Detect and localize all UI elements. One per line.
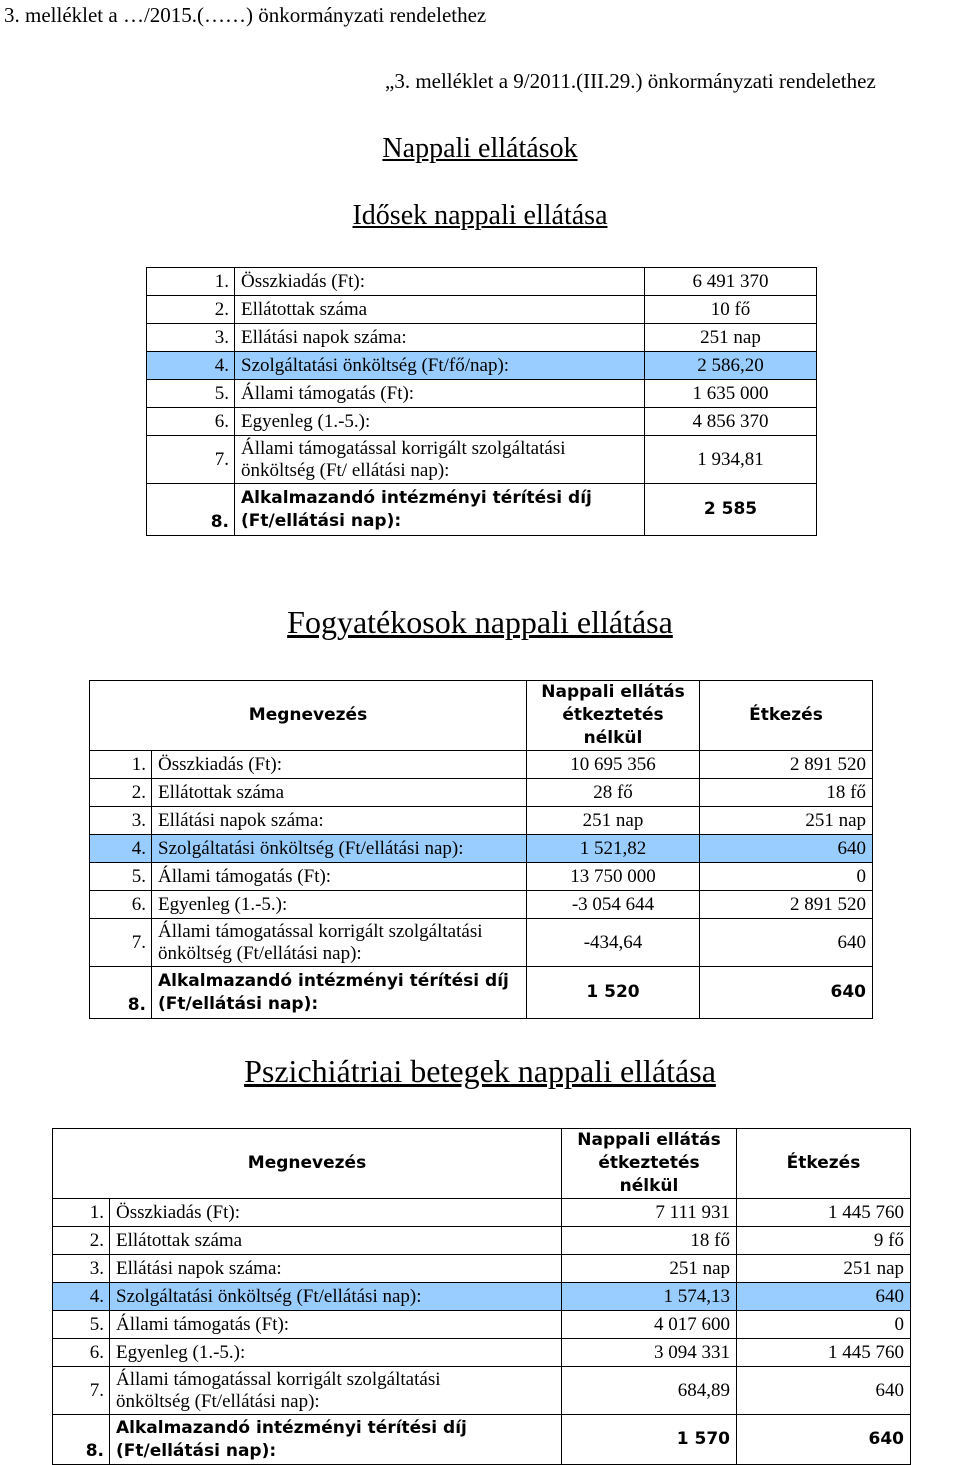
row-number: 4. (53, 1283, 110, 1311)
section1-title: Idősek nappali ellátása (352, 200, 608, 231)
row-label: Ellátottak száma (110, 1227, 562, 1255)
row-value: 18 fő (700, 779, 873, 807)
row-label: Egyenleg (1.-5.): (235, 408, 645, 436)
row-label: Összkiadás (Ft): (235, 268, 645, 296)
row-value: 6 491 370 (645, 268, 817, 296)
row-number: 5. (90, 863, 152, 891)
row-value: 2 891 520 (700, 891, 873, 919)
section3-title: Pszichiátriai betegek nappali ellátása (244, 1053, 716, 1089)
table-row (147, 268, 817, 296)
row-label: Szolgáltatási önköltség (Ft/ellátási nap): (152, 835, 527, 863)
table-row (53, 1283, 911, 1311)
row-value: 4 856 370 (645, 408, 817, 436)
row-value: 1 570 (562, 1415, 737, 1465)
row-label: Állami támogatással korrigált szolgáltatási önköltség (Ft/ellátási nap): (152, 919, 527, 967)
row-label: Szolgáltatási önköltség (Ft/fő/nap): (235, 352, 645, 380)
table-row (147, 296, 817, 324)
table-row (53, 1367, 911, 1415)
table-row (147, 484, 817, 536)
table-row (53, 1227, 911, 1255)
table-row (90, 967, 873, 1019)
row-value: 640 (700, 919, 873, 967)
row-value: 251 nap (645, 324, 817, 352)
row-label: Állami támogatás (Ft): (152, 863, 527, 891)
row-label: Ellátási napok száma: (110, 1255, 562, 1283)
table-row (90, 835, 873, 863)
row-value: 10 695 356 (527, 751, 700, 779)
row-label: Ellátottak száma (235, 296, 645, 324)
row-label: Ellátási napok száma: (152, 807, 527, 835)
header-daycare: Nappali ellátás étkeztetés nélkül (527, 681, 700, 751)
row-number: 1. (53, 1199, 110, 1227)
row-number: 2. (90, 779, 152, 807)
row-value: 13 750 000 (527, 863, 700, 891)
row-value: 1 520 (527, 967, 700, 1019)
row-value: 2 586,20 (645, 352, 817, 380)
row-number: 6. (53, 1339, 110, 1367)
table-row (147, 380, 817, 408)
row-label: Szolgáltatási önköltség (Ft/ellátási nap): (110, 1283, 562, 1311)
row-number: 2. (147, 296, 235, 324)
table-row (90, 807, 873, 835)
row-value: 640 (737, 1415, 911, 1465)
table-row (147, 436, 817, 484)
header-name: Megnevezés (90, 681, 527, 751)
row-value: 251 nap (527, 807, 700, 835)
row-number: 7. (147, 436, 235, 484)
row-value: 640 (700, 967, 873, 1019)
row-value: 1 445 760 (737, 1339, 911, 1367)
row-value: 640 (737, 1283, 911, 1311)
row-value: 7 111 931 (562, 1199, 737, 1227)
row-value: 640 (700, 835, 873, 863)
row-value: -3 054 644 (527, 891, 700, 919)
header-meals: Étkezés (700, 681, 873, 751)
header-meals: Étkezés (737, 1129, 911, 1199)
row-number: 6. (90, 891, 152, 919)
elderly-care-table (146, 267, 817, 536)
row-number: 5. (147, 380, 235, 408)
main-title: Nappali ellátások (382, 133, 578, 164)
row-label: Alkalmazandó intézményi térítési díj (Ft/ellátási nap): (152, 967, 527, 1019)
row-value: 3 094 331 (562, 1339, 737, 1367)
row-value: 251 nap (737, 1255, 911, 1283)
psychiatric-care-table (52, 1128, 911, 1465)
row-number: 4. (90, 835, 152, 863)
row-value: 2 585 (645, 484, 817, 536)
table-row (90, 779, 873, 807)
row-value: 1 635 000 (645, 380, 817, 408)
header-daycare: Nappali ellátás étkeztetés nélkül (562, 1129, 737, 1199)
row-number: 7. (90, 919, 152, 967)
row-label: Ellátottak száma (152, 779, 527, 807)
table-row (53, 1339, 911, 1367)
section2-title: Fogyatékosok nappali ellátása (287, 604, 673, 640)
row-value: 0 (737, 1311, 911, 1339)
table-row (147, 408, 817, 436)
row-label: Állami támogatás (Ft): (235, 380, 645, 408)
row-number: 1. (147, 268, 235, 296)
row-number: 2. (53, 1227, 110, 1255)
row-number: 8. (90, 967, 152, 1019)
row-number: 6. (147, 408, 235, 436)
row-number: 1. (90, 751, 152, 779)
row-label: Összkiadás (Ft): (110, 1199, 562, 1227)
row-value: 684,89 (562, 1367, 737, 1415)
row-label: Állami támogatással korrigált szolgáltatási önköltség (Ft/ellátási nap): (110, 1367, 562, 1415)
table-row (90, 751, 873, 779)
row-label: Állami támogatás (Ft): (110, 1311, 562, 1339)
row-value: 9 fő (737, 1227, 911, 1255)
row-value: 1 934,81 (645, 436, 817, 484)
table-row (53, 1415, 911, 1465)
row-number: 4. (147, 352, 235, 380)
row-number: 7. (53, 1367, 110, 1415)
table-row (90, 863, 873, 891)
row-number: 3. (147, 324, 235, 352)
row-value: 18 fő (562, 1227, 737, 1255)
table-row (90, 891, 873, 919)
header-name: Megnevezés (53, 1129, 562, 1199)
row-value: 1 445 760 (737, 1199, 911, 1227)
row-value: 251 nap (562, 1255, 737, 1283)
annex-subheader: „3. melléklet a 9/2011.(III.29.) önkormányzati rendelethez (385, 69, 876, 93)
row-value: 251 nap (700, 807, 873, 835)
table-row (53, 1199, 911, 1227)
row-label: Alkalmazandó intézményi térítési díj (Ft/ellátási nap): (235, 484, 645, 536)
row-value: 4 017 600 (562, 1311, 737, 1339)
table-row (90, 919, 873, 967)
row-value: 28 fő (527, 779, 700, 807)
row-value: 0 (700, 863, 873, 891)
row-value: -434,64 (527, 919, 700, 967)
row-label: Állami támogatással korrigált szolgáltatási önköltség (Ft/ ellátási nap): (235, 436, 645, 484)
row-number: 8. (147, 484, 235, 536)
table-row (147, 352, 817, 380)
annex-header: 3. melléklet a …/2015.(……) önkormányzati rendelethez (4, 3, 487, 27)
row-value: 2 891 520 (700, 751, 873, 779)
row-number: 3. (53, 1255, 110, 1283)
row-number: 8. (53, 1415, 110, 1465)
disabled-care-table (89, 680, 873, 1019)
row-value: 640 (737, 1367, 911, 1415)
table-row (147, 324, 817, 352)
row-number: 3. (90, 807, 152, 835)
row-label: Alkalmazandó intézményi térítési díj (Ft/ellátási nap): (110, 1415, 562, 1465)
row-label: Egyenleg (1.-5.): (152, 891, 527, 919)
row-number: 5. (53, 1311, 110, 1339)
row-label: Ellátási napok száma: (235, 324, 645, 352)
table-row (53, 1311, 911, 1339)
table-row (53, 1255, 911, 1283)
row-value: 1 574,13 (562, 1283, 737, 1311)
row-value: 10 fő (645, 296, 817, 324)
row-label: Összkiadás (Ft): (152, 751, 527, 779)
row-value: 1 521,82 (527, 835, 700, 863)
row-label: Egyenleg (1.-5.): (110, 1339, 562, 1367)
